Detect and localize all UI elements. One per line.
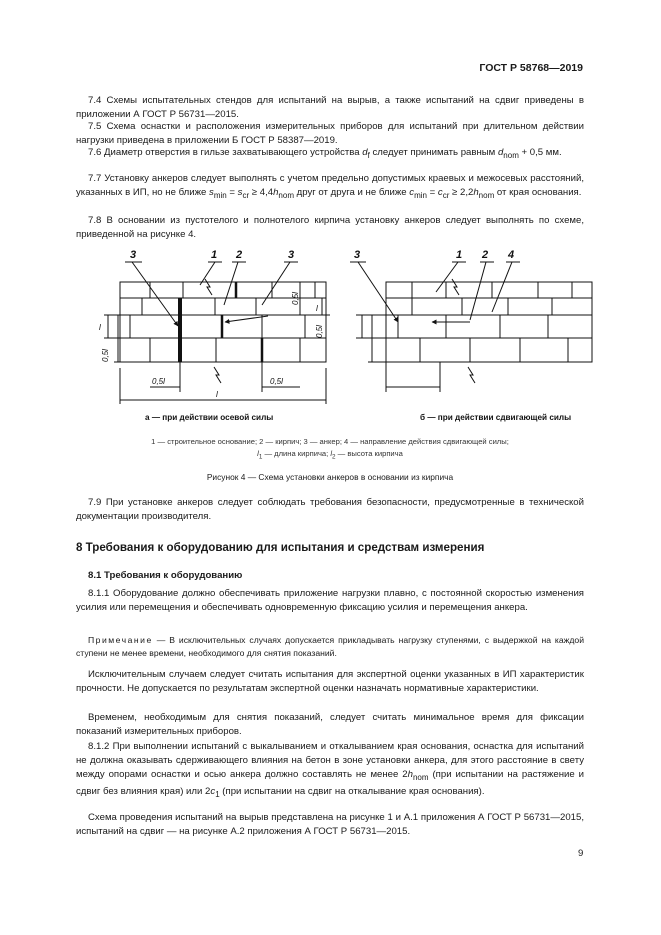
para-exceptional: Исключительным случаем следует считать испытания для экспертной оценки указанных в ИП характеристик прочности. Не допускается по результатам экспертной оценки назначать нормативные характеристики. — [76, 669, 584, 694]
dim-l2-top: l — [316, 304, 318, 313]
right-brick-wall — [386, 279, 592, 383]
para-7-5: 7.5 Схема оснастки и расположения измерительных приборов для испытаний при длительном действии нагрузки приведена в приложении Б ГОСТ Р 58387—2019. — [76, 121, 584, 146]
standard-header: ГОСТ Р 58768—2019 — [479, 62, 583, 74]
page-number: 9 — [578, 848, 584, 859]
section-8-title: 8 Требования к оборудованию для испытания и средствам измерения — [76, 541, 485, 554]
right-caption: б — при действии сдвигающей силы — [420, 413, 572, 422]
figure-legend: 1 — строительное основание; 2 — кирпич; 3 — анкер; 4 — направление действия сдвигающей силы; $l_1$ — длина кирпича; $l_2$ — высота кирпича — [151, 437, 509, 461]
para-7-6: 7.6 Диаметр отверстия в гильзе захватывающего устройства $d_f$ следует принимать равным $d_{nom} + 0,5$ мм. — [88, 147, 562, 160]
para-scheme: Схема проведения испытаний на вырыв представлена на рисунке 1 и А.1 приложения А ГОСТ Р 56731—2015, испытаний на сдвиг — на рисунке А.2 приложения А ГОСТ Р 56731—2015. — [76, 812, 584, 837]
left-label-2: 2 — [236, 249, 243, 261]
para-7-4: 7.4 Схемы испытательных стендов для испытаний на вырыв, а также испытаний на сдвиг приведены в приложении А ГОСТ Р 56731—2015. — [76, 95, 584, 120]
right-label-4: 4 — [508, 249, 515, 261]
para-7-8: 7.8 В основании из пустотелого и полнотелого кирпича установку анкеров следует выполнять по схеме, приведенной на рисунке 4. — [76, 215, 584, 240]
para-time: Временем, необходимым для снятия показаний, следует считать минимальное время для фиксации показаний измерительных приборов. — [76, 712, 584, 737]
dim-half-l1-a: 0,5l — [152, 377, 165, 386]
dim-half-l2-left: 0,5l — [101, 349, 110, 362]
right-label-2: 2 — [482, 249, 489, 261]
note: Примечание — В исключительных случаях допускается прикладывать нагрузку ступенями, с выдержкой на каждой ступени не менее времени, необходимого для снятия показаний. — [76, 635, 584, 658]
para-8-1-2: 8.1.2 При выполнении испытаний с выкалыванием и откалыванием края основания, оснастка для испытаний не должна оказывать сдерживающего влияния на бетон в зоне установки анкера, для этого расстояние в свету между опорами оснастки и осью анкера должно составлять не менее $2h_{nom}$ (при испытании на растяжение и сдвиг без влияния края) или $2c_1$ (при испытании на сдвиг на откалывание края основания). — [76, 741, 585, 799]
left-label-3a: 3 — [130, 249, 137, 261]
left-label-1: 1 — [211, 249, 218, 261]
dim-l1: l — [216, 390, 218, 399]
para-7-9: 7.9 При установке анкеров следует соблюдать требования безопасности, предусмотренные в технической документации производителя. — [76, 497, 584, 522]
left-label-3b: 3 — [288, 249, 295, 261]
figure-caption: Рисунок 4 — Схема установки анкеров в основании из кирпича — [206, 472, 454, 482]
dim-half-l2-top: 0,5l — [291, 292, 300, 305]
dim-half-l1-b: 0,5l — [270, 377, 283, 386]
dim-half-l2-right: 0,5l — [315, 325, 324, 338]
right-label-1: 1 — [456, 249, 463, 261]
para-8-1-1: 8.1.1 Оборудование должно обеспечивать приложение нагрузки плавно, с постоянной скоростью изменения усилия или перемещения и обеспечивать одновременную фиксацию усилия и перемещения анкера. — [76, 588, 584, 613]
right-label-3: 3 — [354, 249, 361, 261]
subsection-8-1: 8.1 Требования к оборудованию — [88, 570, 243, 581]
para-7-7: 7.7 Установку анкеров следует выполнять с учетом предельно допустимых краевых и межосевых расстояний, указанных в ИП, но не ближе $s_{min} = s_{cr} \ge 4,4h_{nom}$ друг от друга и не ближе $c_{min} = c_{cr} \ge 2,2h_{nom}$ от края основания. — [76, 173, 584, 200]
left-caption: а — при действии осевой силы — [145, 413, 274, 422]
dim-l2-left: l — [99, 323, 101, 332]
